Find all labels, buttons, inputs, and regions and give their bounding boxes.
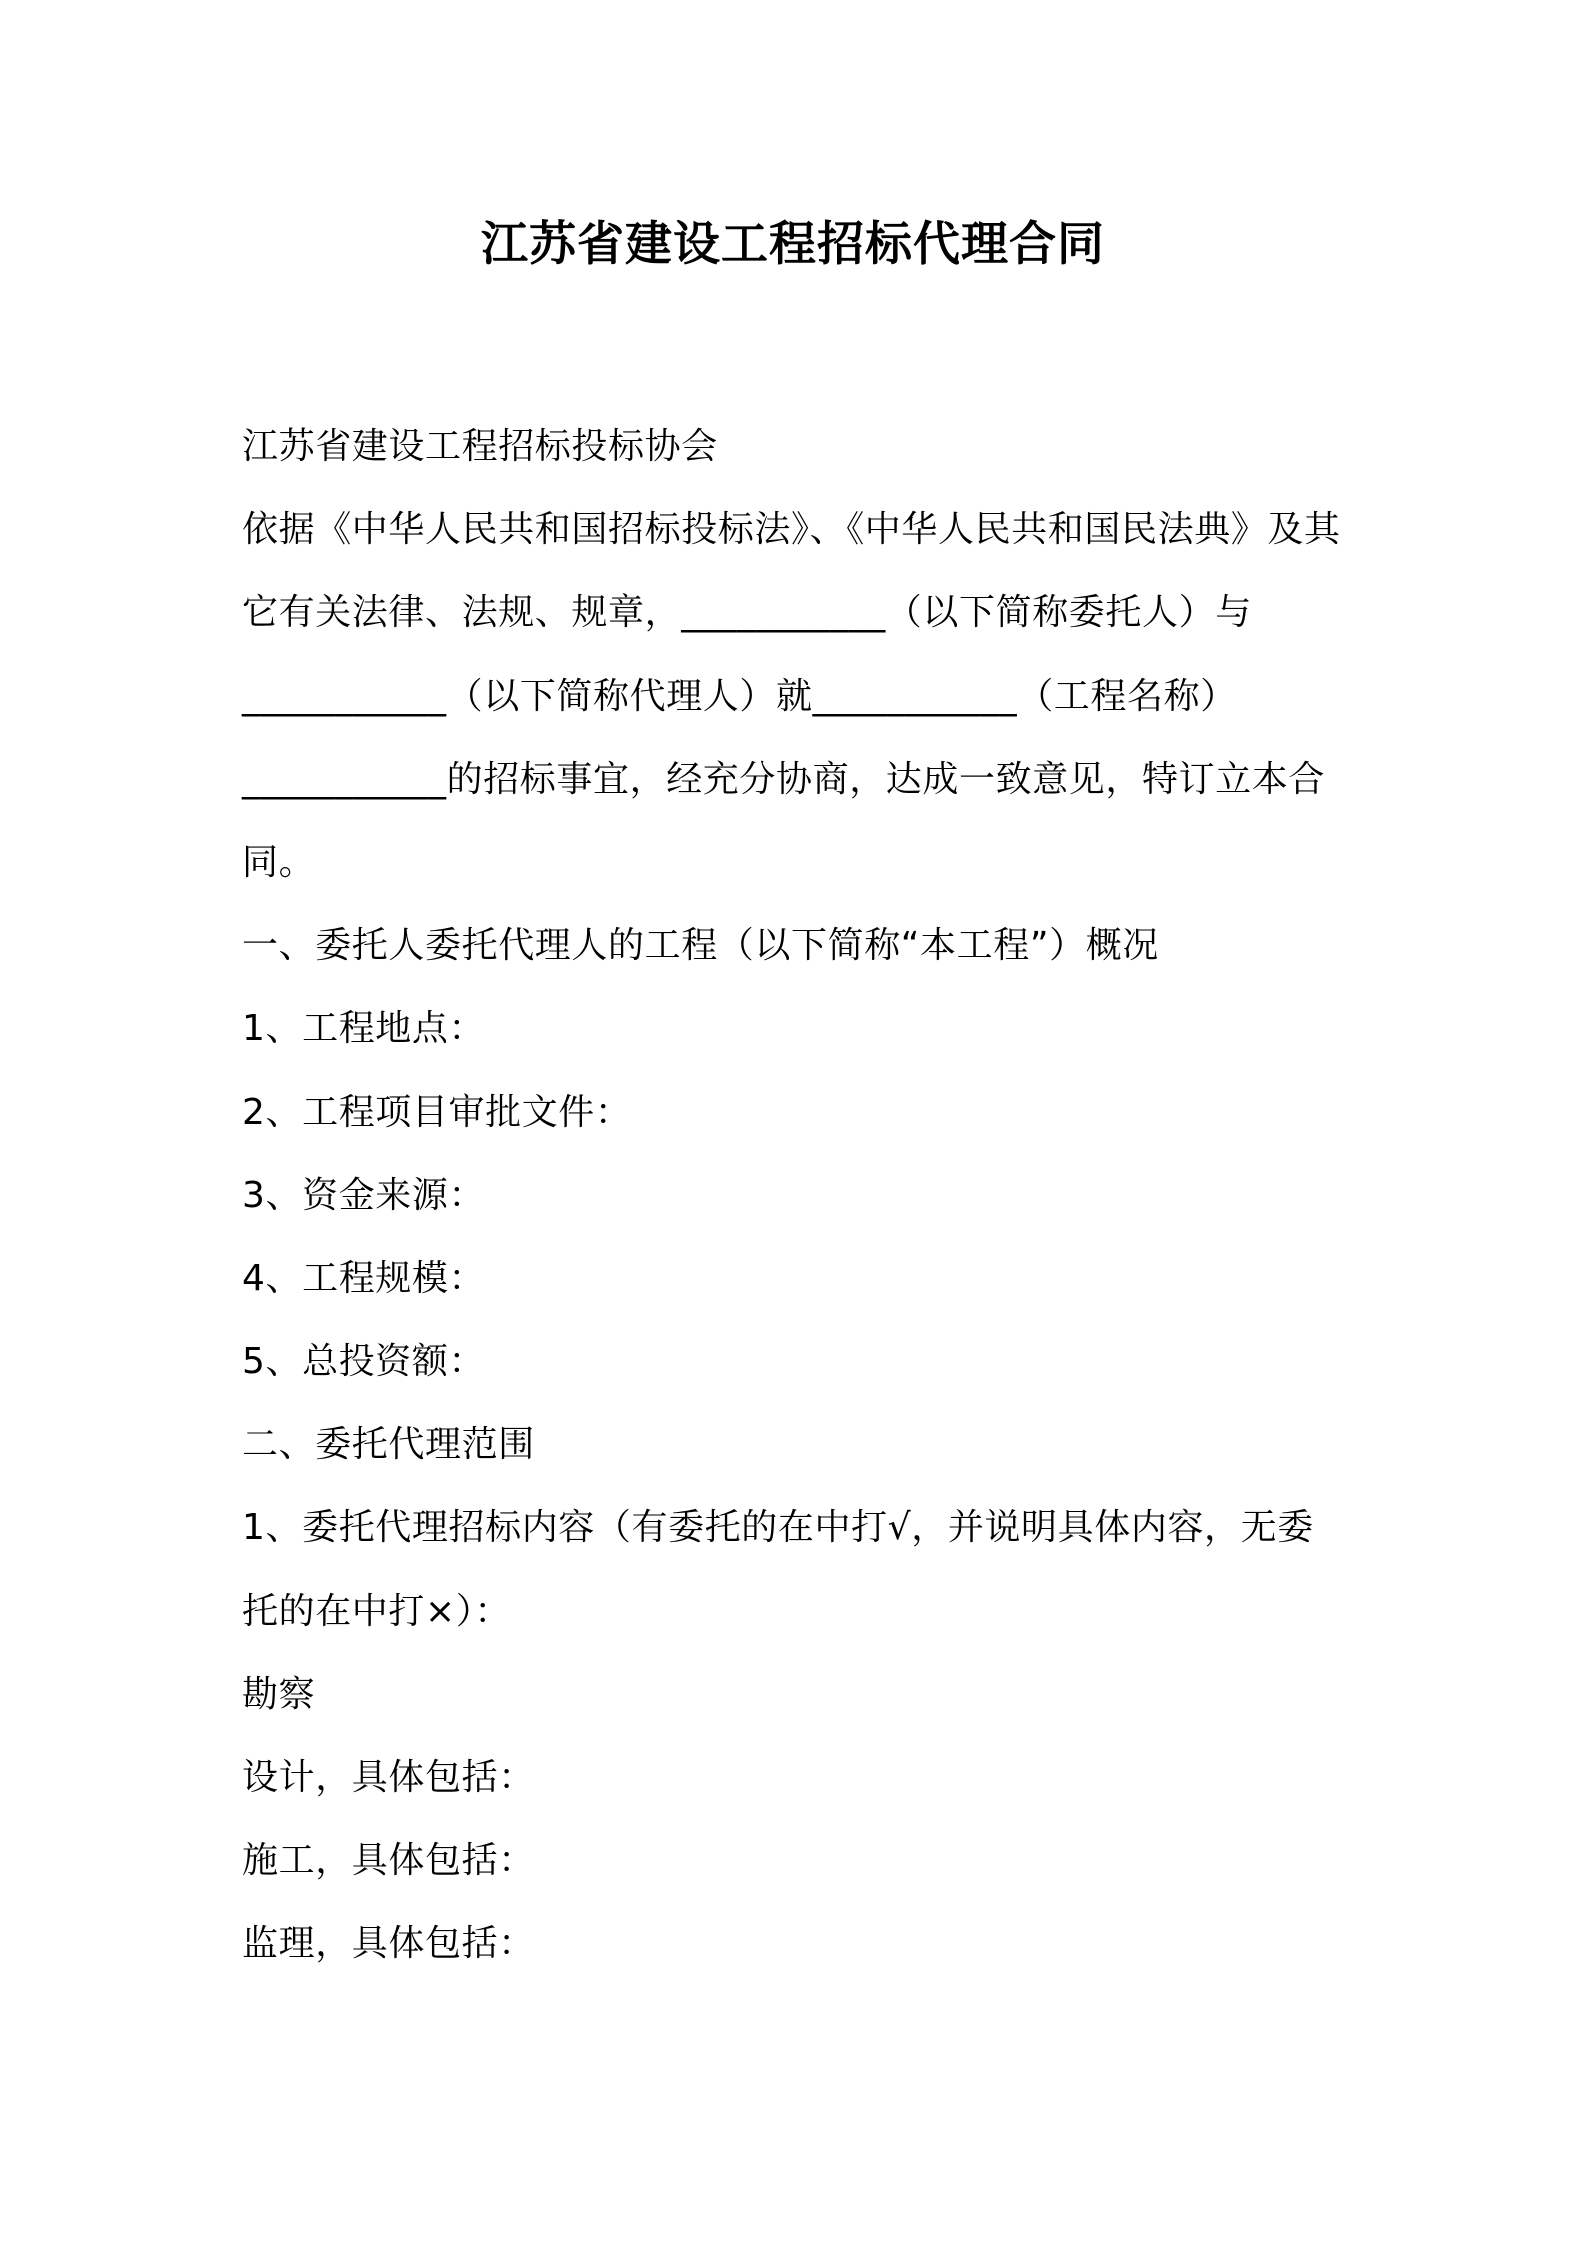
scope-item: 施工，具体包括： <box>242 1840 535 1882</box>
list-item: 3、资金来源： <box>242 1174 486 1216</box>
scope-item: 勘察 <box>242 1673 316 1715</box>
document-title: 江苏省建设工程招标代理合同 <box>481 217 1105 272</box>
paragraph-line: ___________的招标事宜，经充分协商，达成一致意见，特订立本合 <box>242 758 1325 800</box>
list-item: 2、工程项目审批文件： <box>242 1091 632 1133</box>
list-item: 1、工程地点： <box>242 1008 486 1050</box>
scope-item: 监理，具体包括： <box>242 1923 535 1965</box>
paragraph-line: 它有关法律、法规、规章，___________（以下简称委托人）与 <box>242 592 1252 634</box>
paragraph-line: 依据《中华人民共和国招标投标法》、《中华人民共和国民法典》及其 <box>242 509 1341 551</box>
paragraph-line: ___________（以下简称代理人）就___________（工程名称） <box>242 675 1237 717</box>
scope-item: 设计，具体包括： <box>242 1757 535 1798</box>
list-item: 4、工程规模： <box>242 1257 486 1299</box>
section-heading: 一、委托人委托代理人的工程（以下简称“本工程”）概况 <box>242 925 1159 967</box>
issuer-line: 江苏省建设工程招标投标协会 <box>242 426 718 467</box>
section-heading: 二、委托代理范围 <box>242 1424 535 1466</box>
list-item: 1、委托代理招标内容（有委托的在中打√，并说明具体内容，无委 <box>242 1507 1314 1549</box>
document-body <box>242 405 1362 1986</box>
list-item: 5、总投资额： <box>242 1341 486 1383</box>
paragraph-line: 同。 <box>242 841 316 883</box>
list-item-continued: 托的在中打×）： <box>242 1590 511 1632</box>
